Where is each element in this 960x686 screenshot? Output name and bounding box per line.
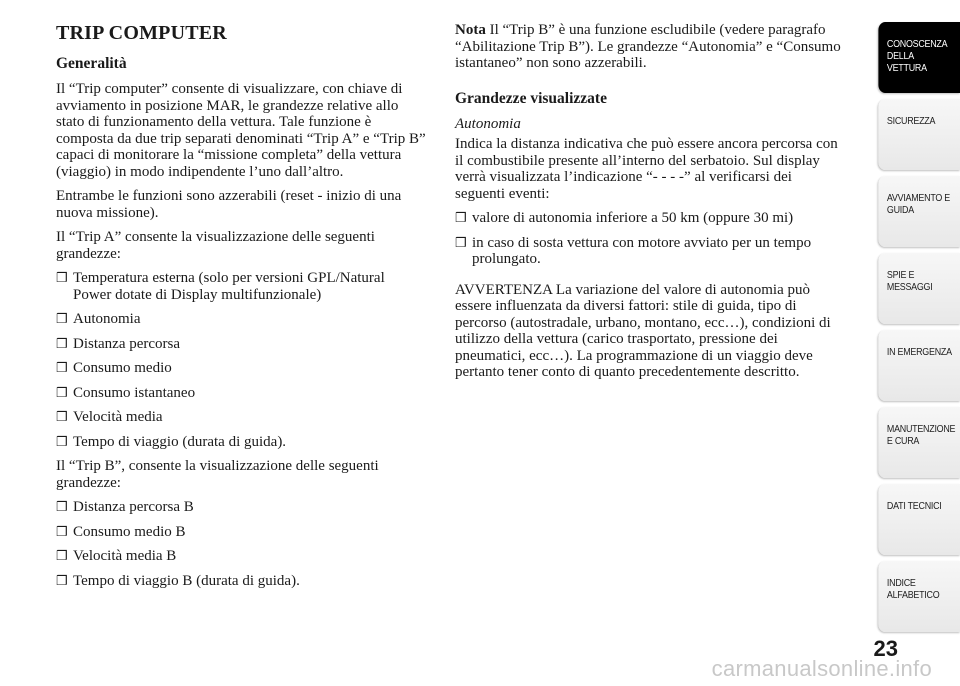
- paragraph-autonomia: Indica la distanza indicativa che può essere ancora percorsa con il combustibile presente all’interno del serbatoio. Sul display verrà visualizzata l’indicazione “- - - -” al verificarsi dei seguenti eventi:: [455, 136, 838, 202]
- list-item-text: Velocità media: [73, 409, 163, 425]
- checkbox-icon: ❒: [455, 210, 467, 225]
- list-item-text: in caso di sosta vettura con motore avviato per un tempo prolungato.: [472, 234, 812, 267]
- checkbox-icon: ❒: [56, 499, 68, 514]
- list-item-text: Velocità media B: [73, 548, 177, 564]
- list-item-text: valore di autonomia inferiore a 50 km (oppure 30 mi): [472, 210, 794, 226]
- tab-indice-alfabetico[interactable]: INDICE ALFABETICO: [878, 561, 960, 632]
- list-item: [56, 336, 426, 353]
- list-item: [56, 409, 426, 426]
- subheading-generalita: Generalità: [56, 55, 127, 72]
- list-item-text: Consumo medio B: [73, 523, 186, 540]
- page-number: 23: [873, 636, 898, 661]
- checkbox-icon: ❒: [56, 548, 68, 563]
- checkbox-icon: ❒: [56, 409, 68, 424]
- list-item: [56, 311, 426, 328]
- autonomia-list: [455, 210, 845, 268]
- list-item-text: Autonomia: [73, 311, 141, 327]
- italic-heading-autonomia: Autonomia: [455, 115, 521, 132]
- trip-b-list: [56, 499, 426, 589]
- checkbox-icon: ❒: [56, 311, 68, 326]
- paragraph-intro: Il “Trip computer” consente di visualizzare, con chiave di avviamento in posizione MAR, le grandezze relative allo stato di funzionamento della vettura. Tale funzione è composta da due trip separati denominati “Trip A” e “Trip B” capaci di monitorare la “missione completa” della vettura (viaggio) in modo indipendente l’uno dall’altro.: [56, 81, 426, 180]
- checkbox-icon: ❒: [56, 384, 68, 400]
- paragraph-reset: Entrambe le funzioni sono azzerabili (reset - inizio di una nuova missione).: [56, 188, 402, 221]
- watermark: carmanualsonline.info: [711, 656, 932, 681]
- list-item: [56, 573, 426, 590]
- list-item-text: Distanza percorsa B: [73, 499, 194, 515]
- checkbox-icon: ❒: [56, 270, 68, 285]
- chapter-tabs: [864, 22, 960, 638]
- right-column: [455, 22, 845, 389]
- checkbox-icon: ❒: [56, 360, 68, 375]
- list-item: [56, 360, 426, 377]
- list-item-text: Consumo medio: [73, 360, 172, 376]
- checkbox-icon: ❒: [56, 572, 68, 588]
- tab-in-emergenza[interactable]: IN EMERGENZA: [878, 330, 960, 401]
- list-item: [56, 270, 426, 303]
- list-item: [56, 548, 426, 565]
- list-item: [56, 434, 426, 451]
- paragraph-trip-b: Il “Trip B”, consente la visualizzazione delle seguenti grandezze:: [56, 458, 379, 491]
- list-item-text: Temperatura esterna (solo per versioni GPL/Natural Power dotate di Display multifunzionale): [73, 270, 385, 303]
- list-item-text: Distanza percorsa: [73, 335, 181, 352]
- checkbox-icon: ❒: [56, 335, 68, 351]
- trip-a-list: [56, 270, 426, 450]
- tab-manutenzione-e-cura[interactable]: MANUTENZIONE E CURA: [878, 407, 960, 478]
- tab-avviamento-e-guida[interactable]: AVVIAMENTO E GUIDA: [878, 176, 960, 247]
- list-item: [56, 499, 426, 516]
- section-title: TRIP COMPUTER: [56, 22, 227, 44]
- tab-spie-e-messaggi[interactable]: SPIE E MESSAGGI: [878, 253, 960, 324]
- checkbox-icon: ❒: [56, 433, 68, 449]
- note-text: Il “Trip B” è una funzione escludibile (vedere paragrafo “Abilitazione Trip B”). Le grandezze “Autonomia” e “Consumo istantaneo” non sono azzerabili.: [455, 22, 841, 71]
- checkbox-icon: ❒: [56, 523, 68, 539]
- list-item-text: Tempo di viaggio (durata di guida).: [73, 433, 287, 450]
- paragraph-avvertenza: AVVERTENZA La variazione del valore di autonomia può essere influenzata da diversi fattori: stile di guida, tipo di percorso (autostradale, urbano, montano, ecc…), condizioni di utilizzo della vettura (carico trasportato, pressione dei pneumatici, ecc…). La programmazione di un viaggio deve pertanto tener conto di quanto precedentemente descritto.: [455, 281, 831, 380]
- list-item-text: Consumo istantaneo: [73, 384, 196, 401]
- list-item: [56, 524, 426, 541]
- tab-conoscenza-della-vettura[interactable]: CONOSCENZA DELLA VETTURA: [878, 22, 960, 93]
- subheading-grandezze: Grandezze visualizzate: [455, 89, 607, 107]
- tab-sicurezza[interactable]: SICUREZZA: [878, 99, 960, 170]
- tab-dati-tecnici[interactable]: DATI TECNICI: [878, 484, 960, 555]
- paragraph-trip-a: Il “Trip A” consente la visualizzazione delle seguenti grandezze:: [56, 229, 375, 262]
- list-item: [56, 385, 426, 402]
- note-paragraph: [455, 22, 845, 72]
- left-column: [56, 22, 426, 597]
- list-item-text: Tempo di viaggio B (durata di guida).: [73, 572, 300, 589]
- list-item: [455, 235, 845, 268]
- list-item: [455, 210, 845, 227]
- checkbox-icon: ❒: [455, 234, 467, 250]
- note-label: Nota: [455, 22, 486, 38]
